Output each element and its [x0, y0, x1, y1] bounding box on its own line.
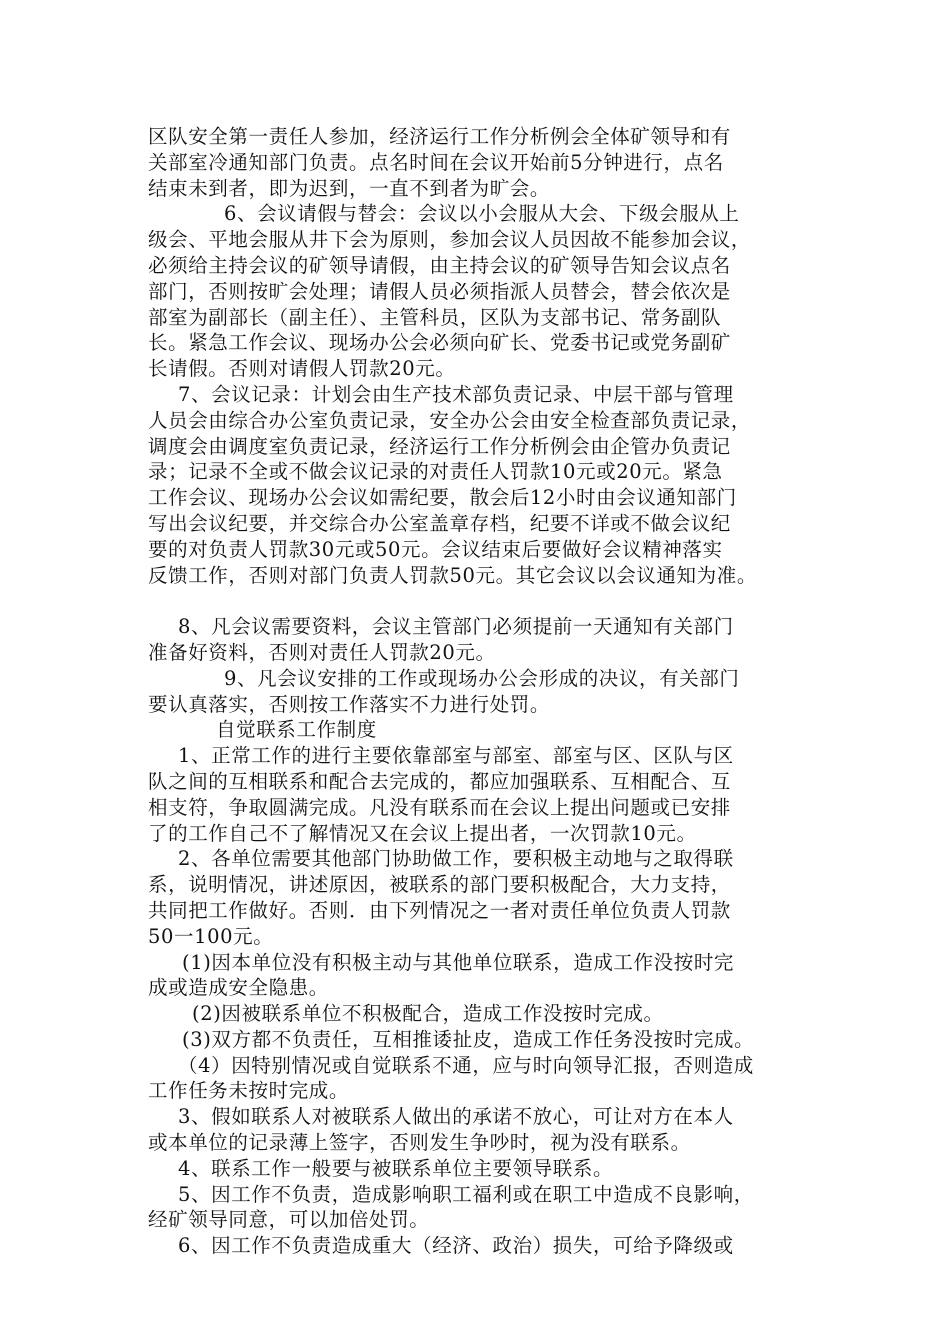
text-line: （4）因特别情况或自觉联系不通，应与时向领导汇报，否则造成	[178, 1053, 754, 1077]
text-line: 2、各单位需要其他部门协助做工作，要积极主动地与之取得联	[178, 847, 734, 871]
text-line: 调度会由调度室负责记录，经济运行工作分析例会由企管办负责记	[148, 434, 731, 458]
text-line: 反馈工作，否则对部门负责人罚款50元。其它会议以会议通知为准。	[148, 563, 757, 587]
text-line: 自觉联系工作制度	[216, 718, 377, 742]
text-line: 共同把工作做好。否则．由下列情况之一者对责任单位负责人罚款	[148, 898, 731, 922]
text-line: 关部室冷通知部门负责。点名时间在会议开始前5分钟进行，点名	[148, 150, 724, 174]
text-line: 结束未到者，即为迟到，一直不到者为旷会。	[148, 176, 551, 200]
document-body	[148, 124, 828, 1259]
text-line: 工作会议、现场办公会议如需纪要，散会后12小时由会议通知部门	[148, 486, 737, 510]
blank-line	[148, 588, 828, 614]
text-line: 8、凡会议需要资料，会议主管部门必须提前一天通知有关部门	[178, 615, 734, 639]
text-line: 部室为副部长（副主任）、主管科员，区队为支部书记、常务副队	[148, 305, 722, 329]
text-line: 成或造成安全隐患。	[148, 976, 329, 1000]
text-line: (2)因被联系单位不积极配合，造成工作没按时完成。	[192, 1002, 664, 1026]
text-line: 区队安全第一责任人参加，经济运行工作分析例会全体矿领导和有	[148, 125, 731, 148]
text-line: 9、凡会议安排的工作或现场办公会形成的决议，有关部门	[224, 666, 740, 690]
text-line: 了的工作自己不了解情况又在会议上提出者，一次罚款10元。	[148, 821, 697, 845]
text-line: 3、假如联系人对被联系人做出的承诺不放心，可让对方在本人	[178, 1105, 734, 1129]
text-line: 队之间的互相联系和配合去完成的，都应加强联系、互相配合、互	[148, 769, 731, 793]
text-line: 工作任务未按时完成。	[148, 1079, 350, 1103]
text-line: 或本单位的记录薄上签字，否则发生争吵时，视为没有联系。	[148, 1131, 691, 1155]
text-line: 录；记录不全或不做会议记录的对责任人罚款10元或20元。紧急	[148, 460, 723, 484]
text-line: 人员会由综合办公室负责记录，安全办公会由安全检查部负责记录，	[148, 408, 752, 432]
text-line: 4、联系工作一般要与被联系单位主要领导联系。	[178, 1156, 614, 1180]
text-line: 要认真落实，否则按工作落实不力进行处罚。	[148, 692, 551, 716]
text-line: 长请假。否则对请假人罚款20元。	[148, 357, 456, 381]
text-line: 必须给主持会议的矿领导请假，由主持会议的矿领导告知会议点名	[148, 253, 731, 277]
text-line: 要的对负责人罚款30元或50元。会议结束后要做好会议精神落实	[148, 537, 723, 561]
text-line: 7、会议记录：计划会由生产技术部负责记录、中层干部与管理	[178, 382, 734, 406]
text-line: 6、因工作不负责造成重大（经济、政治）损失，可给予降级或	[178, 1234, 734, 1258]
text-line: 6、会议请假与替会：会议以小会服从大会、下级会服从上	[224, 202, 740, 226]
text-line: 长。紧急工作会议、现场办公会必须向矿长、党委书记或党务副矿	[148, 331, 731, 355]
text-line: 5、因工作不负责，造成影响职工福利或在职工中造成不良影响，	[178, 1182, 754, 1206]
text-line: 写出会议纪要，并交综合办公室盖章存档，纪要不详或不做会议纪	[148, 511, 731, 535]
text-line: 经矿领导同意，可以加倍处罚。	[148, 1208, 430, 1232]
text-line: 50一100元。	[148, 924, 274, 948]
text-line: (1)因本单位没有积极主动与其他单位联系，造成工作没按时完	[182, 950, 735, 974]
text-line: 1、正常工作的进行主要依靠部室与部室、部室与区、区队与区	[178, 744, 734, 768]
text-line: 级会、平地会服从井下会为原则，参加会议人员因故不能参加会议，	[148, 228, 752, 252]
text-line: 系，说明情况，讲述原因，被联系的部门要积极配合，大力支持，	[148, 873, 731, 897]
text-line: 准备好资料，否则对责任人罚款20元。	[148, 640, 496, 664]
text-line: 部门，否则按旷会处理；请假人员必须指派人员替会，替会依次是	[148, 279, 731, 303]
text-line: 相支符，争取圆满完成。凡没有联系而在会议上提出问题或已安排	[148, 795, 731, 819]
text-line: (3)双方都不负责任，互相推诿扯皮，造成工作任务没按时完成。	[182, 1027, 755, 1051]
